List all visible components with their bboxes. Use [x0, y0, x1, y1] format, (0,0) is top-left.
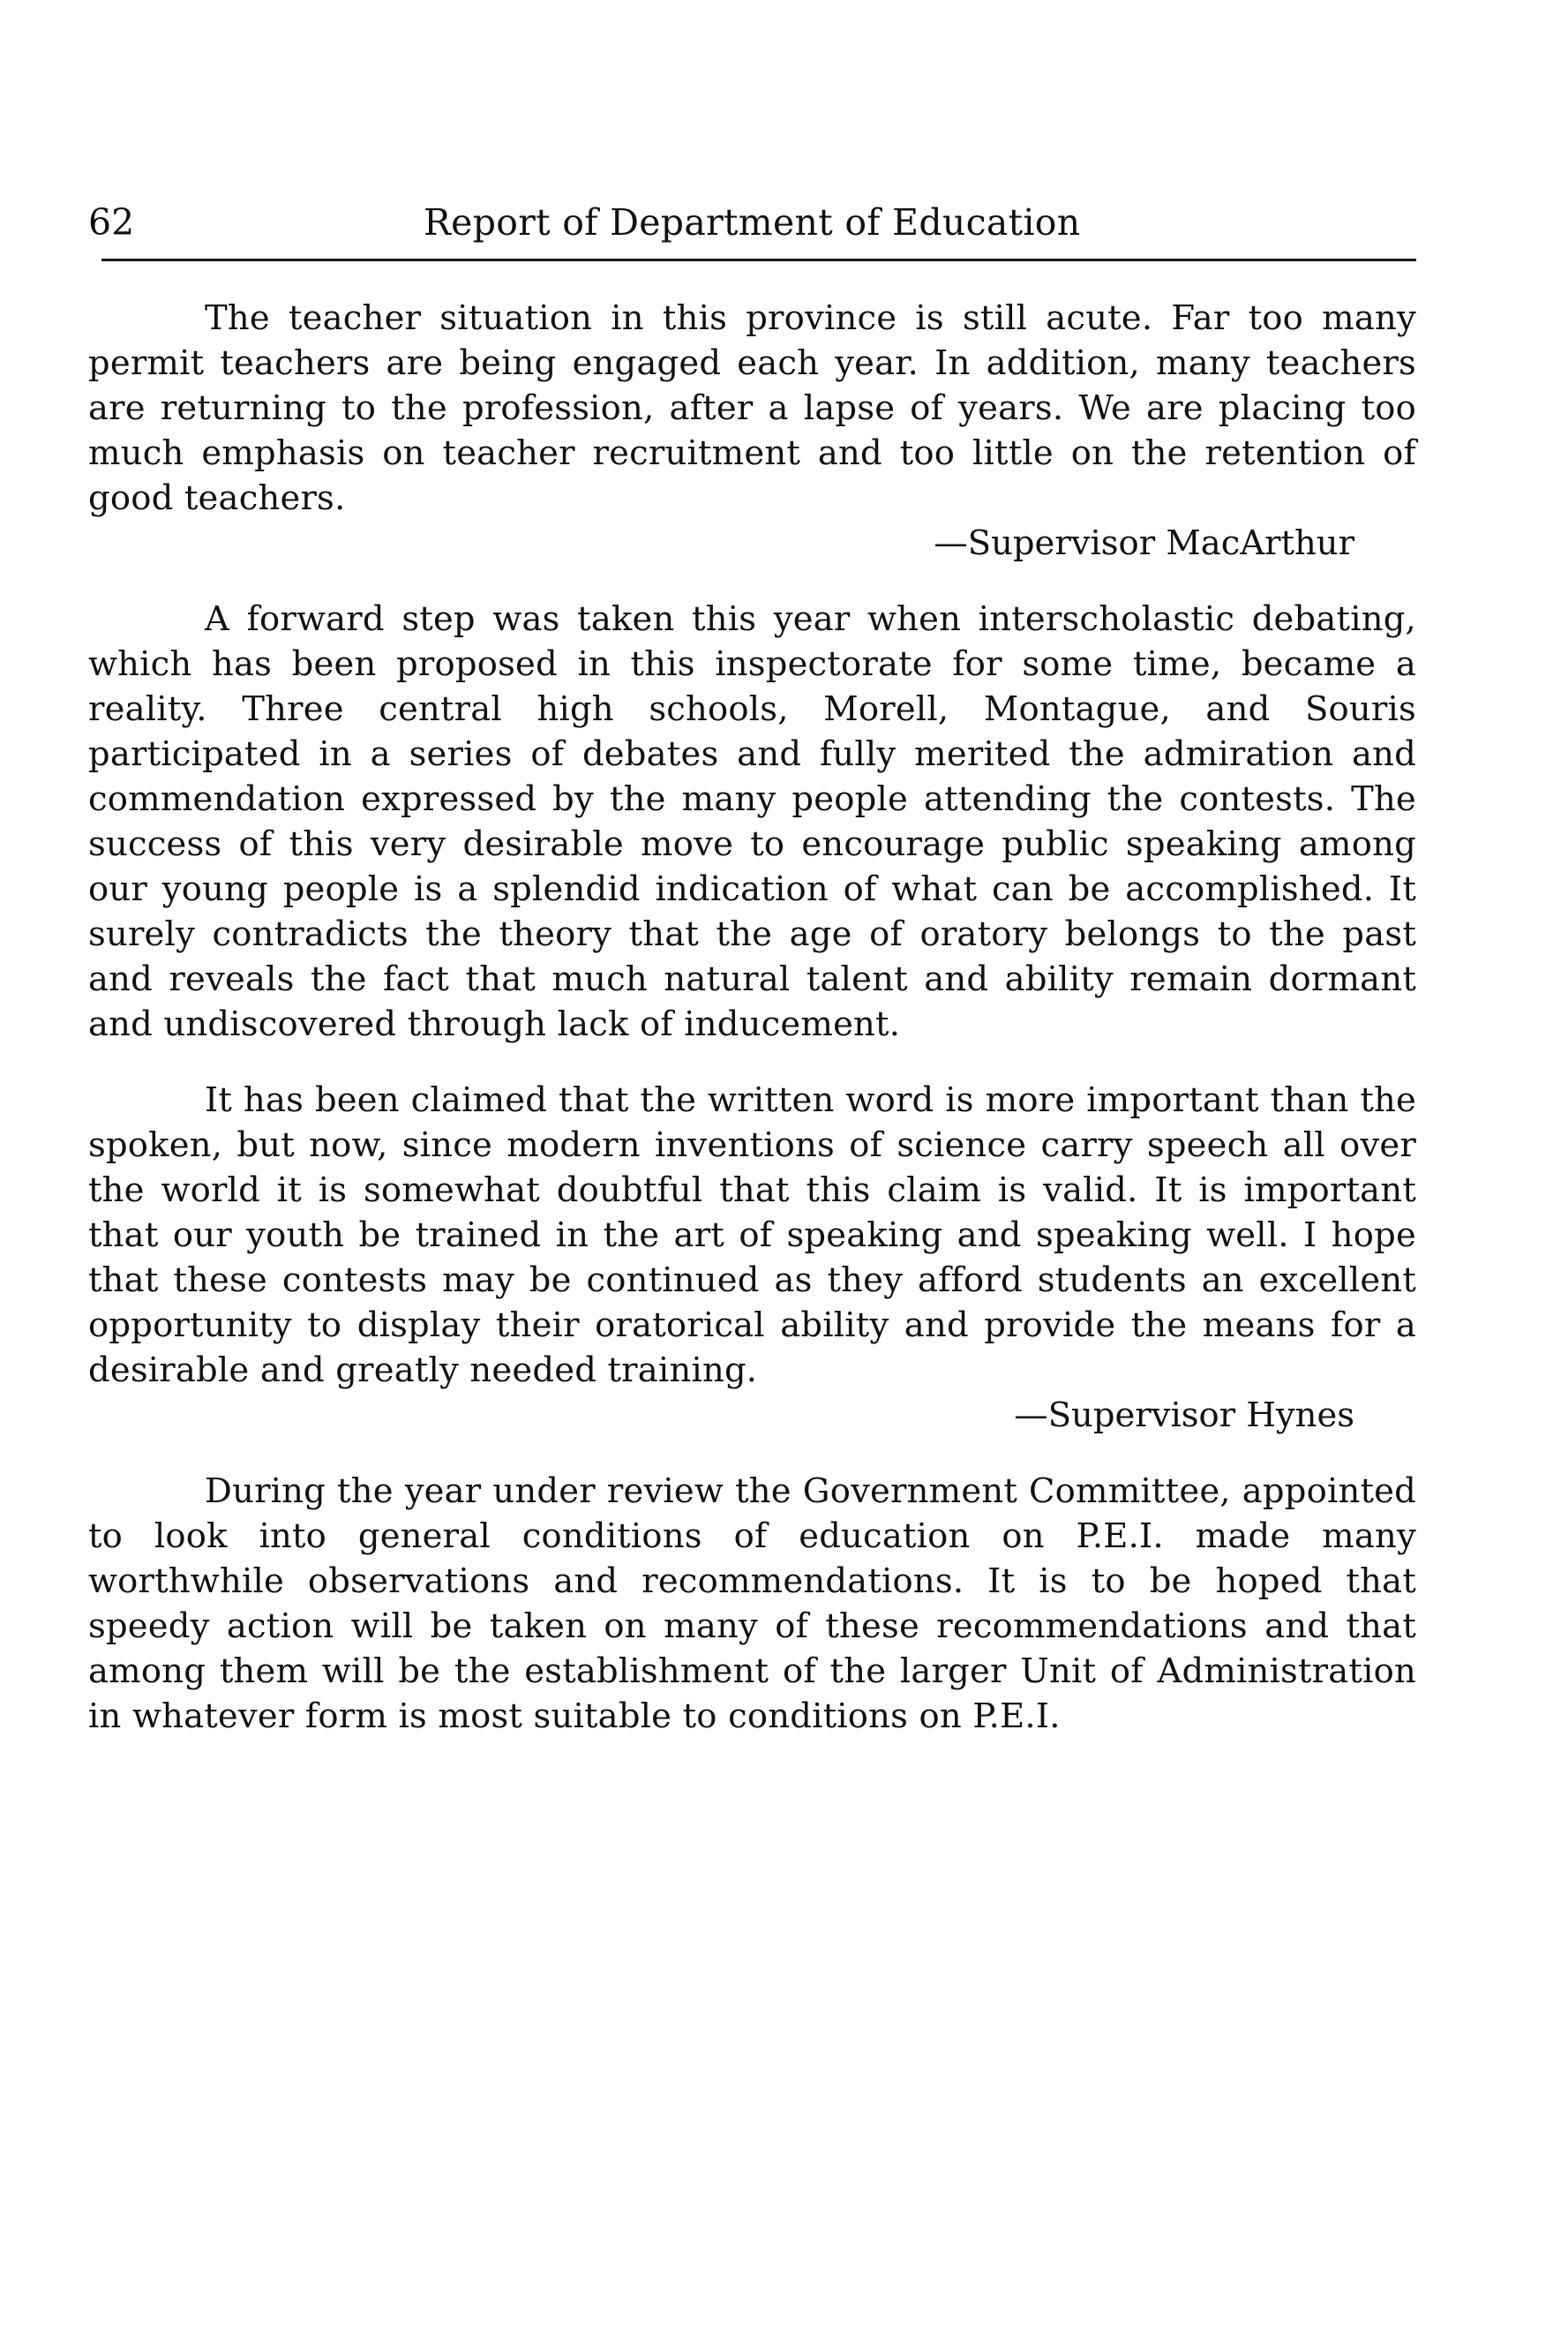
paragraph-written-word: It has been claimed that the written word is more important than the spoken, but now, since modern inventions of science carry speech all over the world it is somewhat doubtful that this claim is valid. It is important that our youth be trained in the art of speaking and speaking well. I hope that these contests may be continued as they afford students an excellent opportunity to display their oratorical ability and provide the means for a desirable and greatly needed training. — [88, 1080, 1416, 1390]
header-rule — [101, 259, 1416, 261]
signature-macarthur: —Supervisor MacArthur — [934, 523, 1354, 563]
paragraph-debating: A forward step was taken this year when interscholastic debating, which has been proposed in this inspectorate for some time, became a reality. Three central high schools, Morell, Montague, and Souris participated in a series of debates and fully merited the admiration and commendation expressed by the many people attending the contests. The success of this very desirable move to encourage public speaking among our young people is a splendid indication of what can be accomplished. It surely contradicts the theory that the age of oratory belongs to the past and reveals the fact that much natural talent and ability remain dormant and undiscovered through lack of inducement. — [88, 599, 1416, 1044]
page-number: 62 — [88, 201, 135, 244]
running-header — [88, 196, 1412, 249]
body-text — [88, 296, 1416, 1739]
paragraph-teacher-situation: The teacher situation in this province is still acute. Far too many permit teachers are being engaged each year. In addition, many teachers are returning to the profession, after a lapse of years. We are placing too much emphasis on teacher recruitment and too little on the retention of good teachers. — [88, 298, 1416, 518]
signature-hynes: —Supervisor Hynes — [1014, 1395, 1354, 1435]
running-title: Report of Department of Education — [424, 201, 1081, 244]
paragraph-government-committee: During the year under review the Government Committee, appointed to look into general conditions of education on P.E.I. made many worthwhile observations and recommendations. It is to be hoped that speedy action will be taken on many of these recommendations and that among them will be the establishment of the larger Unit of Administration in whatever form is most suitable to conditions on P.E.I. — [88, 1471, 1416, 1736]
